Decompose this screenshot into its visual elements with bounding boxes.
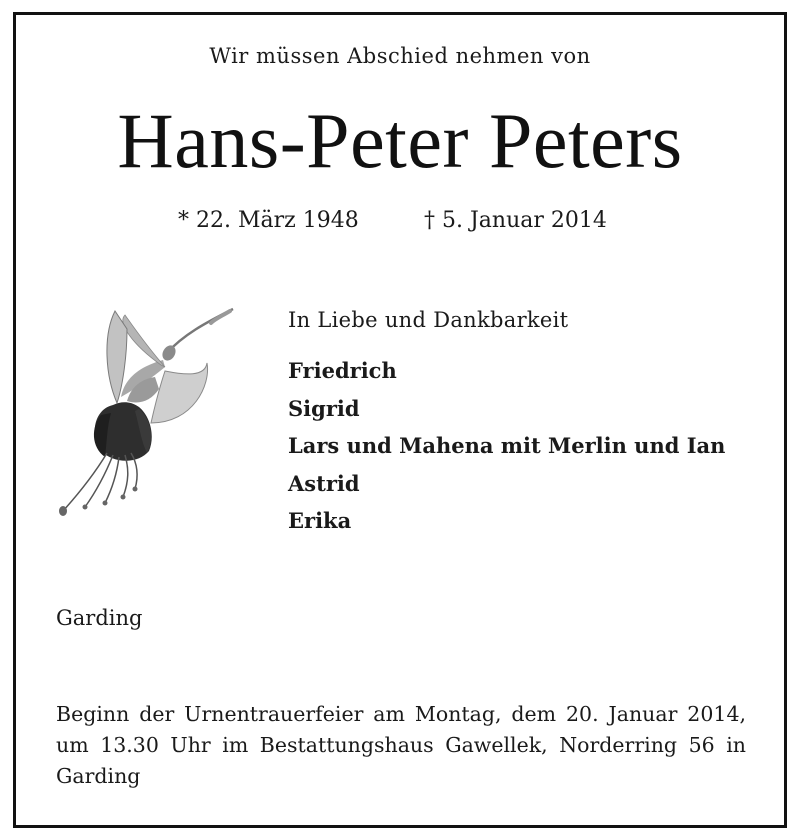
funeral-details: Beginn der Urnentrauerfeier am Montag, dem 20. Januar 2014, um 13.30 Uhr im Bestattungshaus Gawellek, Norderring 56 in Garding [56,702,746,788]
mourner-name: Friedrich [288,358,397,383]
mourner-name: Lars und Mahena mit Merlin und Ian [288,433,726,458]
fuchsia-flower-icon [55,305,240,520]
birth-date: * 22. März 1948 [178,208,359,233]
love-line: In Liebe und Dankbarkeit [288,308,569,332]
intro-text: Wir müssen Abschied nehmen von [209,44,591,68]
deceased-name: Hans-Peter Peters [117,97,683,184]
place-text: Garding [56,606,143,630]
mourner-name: Astrid [288,470,360,496]
mourner-name: Sigrid [288,395,360,421]
death-date: † 5. Januar 2014 [424,208,607,233]
mourner-list [288,355,725,543]
mourner-name: Erika [288,508,352,533]
